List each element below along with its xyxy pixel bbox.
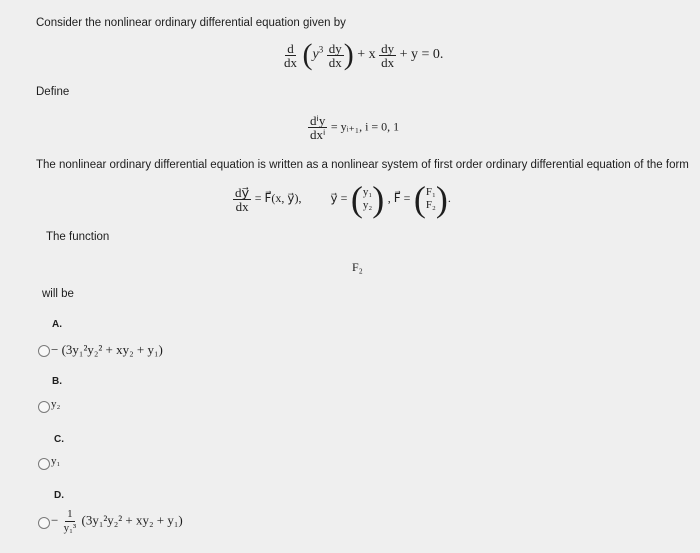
option-b-radio[interactable] — [38, 401, 50, 413]
y-vector-label: y⃗ = — [330, 191, 348, 206]
function-label: The function — [46, 231, 110, 243]
f-vector: F₁ F₂ — [425, 186, 436, 211]
option-d-radio[interactable] — [38, 517, 50, 529]
dy-dx-fraction: $\frac{dy}{dx}$ — [381, 40, 395, 70]
option-a-radio[interactable] — [38, 345, 50, 357]
system-rhs: = F⃗(x, y⃗), — [254, 191, 302, 206]
d-dx-fraction: $\frac{d}{dx}$ — [284, 40, 297, 70]
system-equation: $\frac{dy⃗}{dx}$ = F⃗(x, y⃗), y⃗ = ( y₁ y₂ ) , F⃗ = ( F₁ F₂ ). — [235, 179, 451, 219]
option-c-letter: C. — [54, 434, 64, 445]
system-lhs-fraction: $\frac{dy⃗}{dx}$ — [235, 184, 250, 214]
plus-x-term: + x — [357, 47, 376, 63]
function-name: F₂ — [352, 260, 363, 274]
option-a-text[interactable]: − (3y₁²y₂² + xy₂ + y₁) — [51, 342, 163, 357]
intro-text: Consider the nonlinear ordinary differential equation given by — [36, 17, 346, 29]
definition-rhs: = yᵢ₊₁, i = 0, 1 — [330, 119, 400, 134]
define-label: Define — [36, 86, 70, 98]
system-text: The nonlinear ordinary differential equation is written as a nonlinear system of first order ordinary differential equation of the form — [36, 159, 689, 171]
option-d-fraction: $\frac{1}{\text{y₁³}}$ — [63, 508, 77, 534]
will-be-label: will be — [42, 288, 74, 300]
option-c-text[interactable]: y₁ — [51, 455, 61, 467]
option-a-letter: A. — [52, 319, 62, 330]
option-c-radio[interactable] — [38, 458, 50, 470]
option-d-text[interactable]: − $\frac{1}{\text{y₁³}}$ (3y₁²y₂² + xy₂ + y₁) — [51, 508, 183, 534]
option-d-letter: D. — [54, 490, 64, 501]
y-vector: y₁ y₂ — [362, 186, 373, 211]
option-b-text[interactable]: y₂ — [51, 398, 61, 410]
equation-tail: + y = 0. — [399, 47, 444, 63]
f-vector-label: , F⃗ = — [387, 191, 411, 206]
definition-fraction: $\frac{\text{dⁱy}}{\text{dxⁱ}}$ — [310, 113, 326, 142]
main-equation: $\frac{d}{dx}$ ($y^3$ $\frac{dy}{dx}$ ) + x $\frac{dy}{dx}$ + y = 0. — [284, 38, 444, 71]
option-b-letter: B. — [52, 376, 62, 387]
definition-equation — [308, 114, 399, 141]
inner-derivative: $\frac{dy}{dx}$ — [328, 40, 342, 70]
